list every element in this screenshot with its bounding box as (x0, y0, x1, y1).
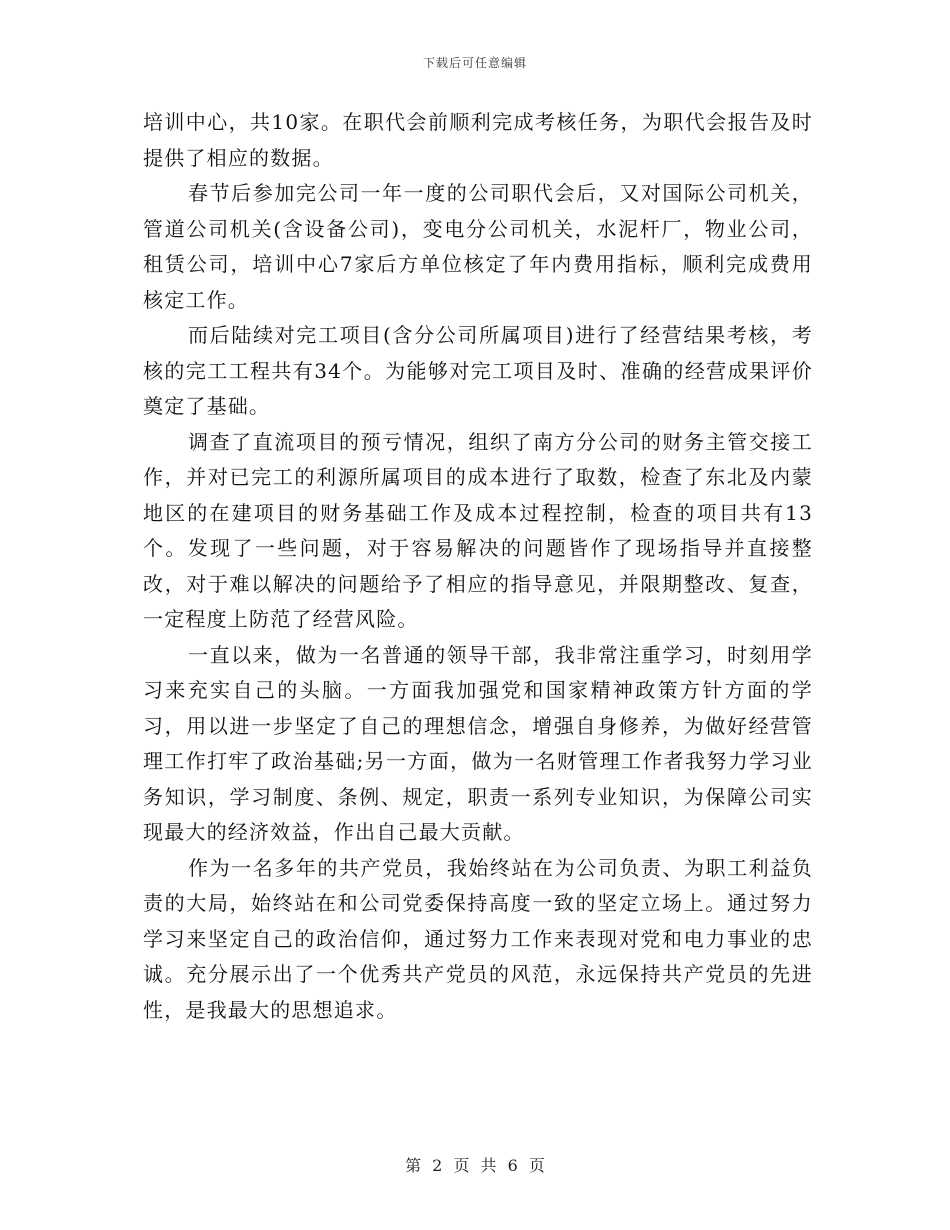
page-number-footer: 第 2 页 共 6 页 (405, 1156, 545, 1175)
page-header: 下载后可任意编辑 (422, 56, 527, 70)
paragraph-6: 作为一名多年的共产党员，我始终站在为公司负责、为职工利益负责的大局，始终站在和公司党委保持高度一致的坚定立场上。通过努力学习来坚定自己的政治信仰，通过努力工作来表现对党和电力事业的忠诚。充分展示出了一个优秀共产党员的风范，永远保持共产党员的先进性，是我最大的思想追求。 (143, 855, 813, 1022)
paragraph-5: 一直以来，做为一名普通的领导干部，我非常注重学习，时刻用学习来充实自己的头脑。一方面我加强党和国家精神政策方针方面的学习，用以进一步坚定了自己的理想信念，增强自身修养，为做好经营管理工作打牢了政治基础;另一方面，做为一名财管理工作者我努力学习业务知识，学习制度、条例、规定，职责一系列专业知识，为保障公司实现最大的经济效益，作出自己最大贡献。 (143, 642, 813, 844)
paragraph-4: 调查了直流项目的预亏情况，组织了南方分公司的财务主管交接工作，并对已完工的利源所属项目的成本进行了取数，检查了东北及内蒙地区的在建项目的财务基础工作及成本过程控制，检查的项目共有13个。发现了一些问题，对于容易解决的问题皆作了现场指导并直接整改，对于难以解决的问题给予了相应的指导意见，并限期整改、复查，一定程度上防范了经营风险。 (143, 429, 813, 631)
document-body (143, 105, 813, 1028)
paragraph-3: 而后陆续对完工项目(含分公司所属项目)进行了经营结果考核，考核的完工工程共有34个。为能够对完工项目及时、准确的经营成果评价奠定了基础。 (143, 323, 813, 418)
paragraph-1: 培训中心，共10家。在职代会前顺利完成考核任务，为职代会报告及时提供了相应的数据。 (143, 110, 813, 170)
paragraph-2: 春节后参加完公司一年一度的公司职代会后，又对国际公司机关，管道公司机关(含设备公司)，变电分公司机关，水泥杆厂，物业公司，租赁公司，培训中心7家后方单位核定了年内费用指标，顺利完成费用核定工作。 (143, 181, 813, 312)
